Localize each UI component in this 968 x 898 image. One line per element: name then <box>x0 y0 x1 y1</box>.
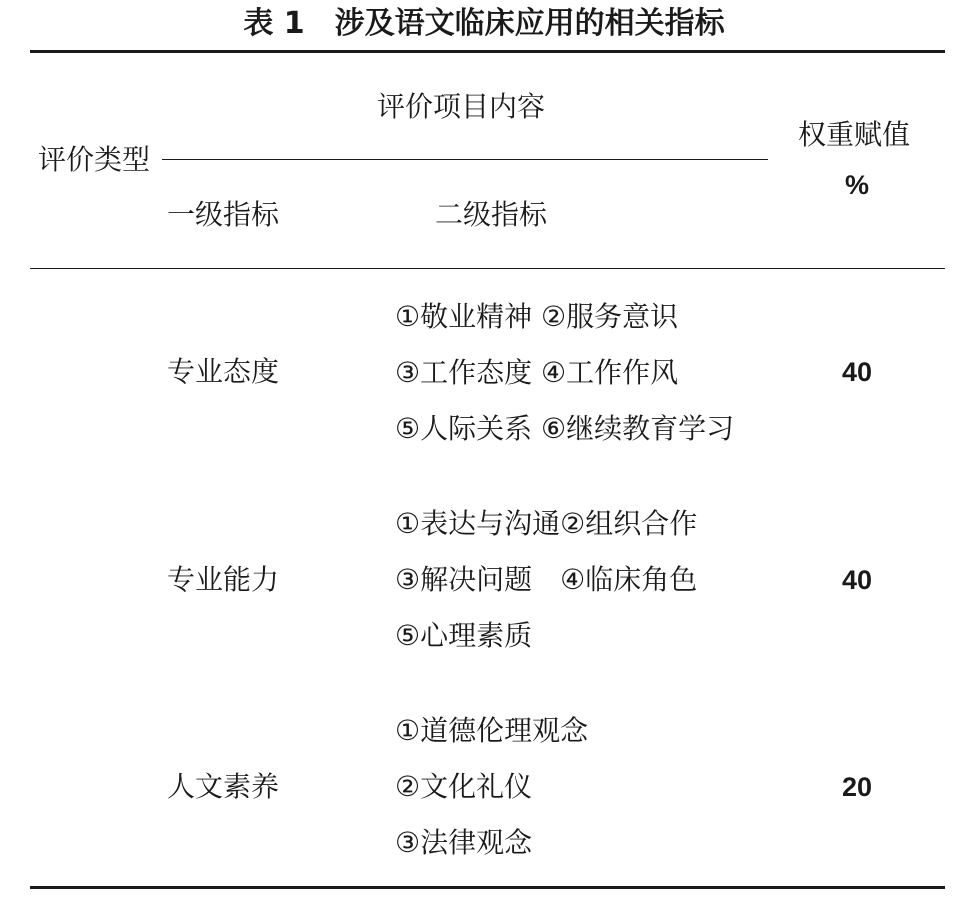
header-type-label: 评价类型 <box>38 143 151 176</box>
row-weight: 20 <box>841 772 873 802</box>
level2-item: ①表达与沟通②组织合作 <box>395 507 698 540</box>
header-rule <box>30 268 945 269</box>
header-content-label: 评价项目内容 <box>377 90 546 123</box>
table-title: 表 1 涉及语文临床应用的相关指标 <box>243 6 725 41</box>
row-level2-list <box>395 714 588 882</box>
level2-item: ③工作态度 ④工作作风 <box>395 356 679 389</box>
row-level1: 人文素养 <box>167 770 280 803</box>
level2-item: ②文化礼仪 <box>395 770 533 803</box>
bottom-rule <box>30 886 945 889</box>
header-weight-unit: % <box>844 170 869 200</box>
row-level2-list <box>395 300 734 468</box>
header-weight-label: 权重赋值 <box>798 118 911 151</box>
level2-item: ⑤人际关系 ⑥继续教育学习 <box>395 412 735 445</box>
level2-item: ③法律观念 <box>395 826 533 859</box>
level2-item: ③解决问题 ④临床角色 <box>395 563 698 596</box>
row-level1: 专业能力 <box>167 563 280 596</box>
row-level2-list <box>395 507 697 675</box>
row-weight: 40 <box>841 565 873 595</box>
level2-item: ⑤心理素质 <box>395 619 533 652</box>
row-weight: 40 <box>841 357 873 387</box>
header-level1-label: 一级指标 <box>167 198 280 231</box>
header-level2-label: 二级指标 <box>435 198 548 231</box>
row-level1: 专业态度 <box>167 355 280 388</box>
level2-item: ①敬业精神 ②服务意识 <box>395 300 679 333</box>
level2-item: ①道德伦理观念 <box>395 714 589 747</box>
header-divider <box>162 159 768 160</box>
top-rule <box>30 50 945 53</box>
